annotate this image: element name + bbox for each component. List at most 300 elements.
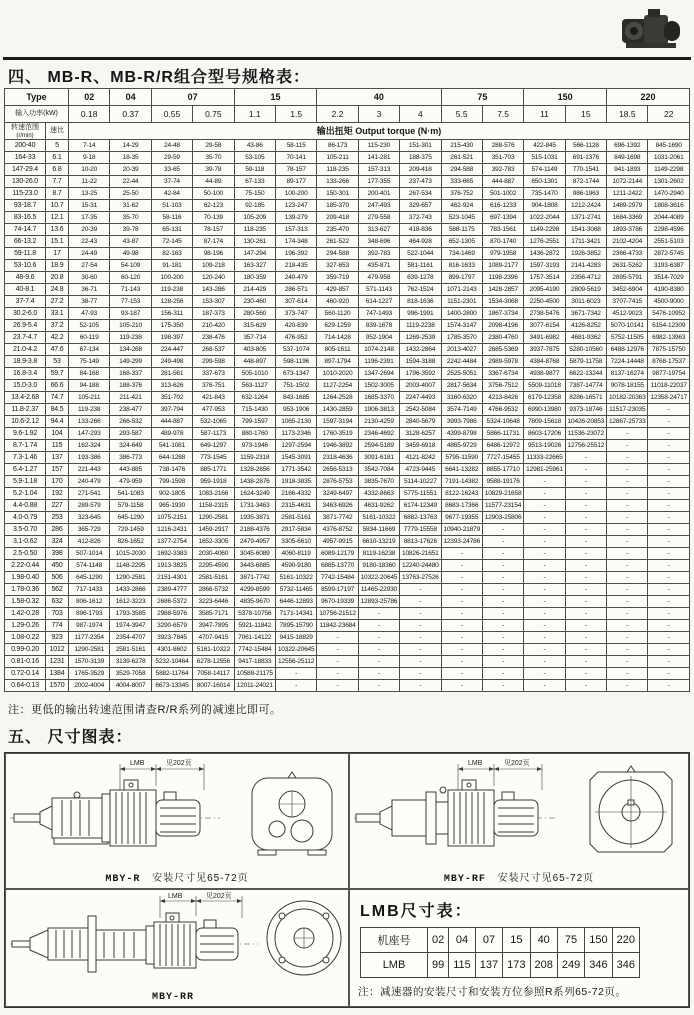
torque-cell: -	[565, 452, 606, 464]
mby-rr-drawing	[8, 892, 346, 988]
torque-cell: 826-1652	[110, 536, 151, 548]
torque-cell: 17-35	[69, 212, 110, 224]
torque-cell: 429-857	[317, 284, 358, 296]
torque-cell: 123-247	[275, 200, 316, 212]
torque-cell: 952-1904	[358, 332, 399, 344]
torque-cell: 7-14	[69, 140, 110, 152]
torque-cell: -	[400, 632, 441, 644]
torque-cell: 3305-6610	[275, 536, 316, 548]
torque-cell: 448-897	[234, 356, 275, 368]
torque-cell: 6278-12556	[193, 656, 234, 668]
speed-range-cell: 0.72-0.14	[5, 668, 46, 680]
torque-cell: -	[565, 644, 606, 656]
speed-range-cell: 37-7.4	[5, 296, 46, 308]
torque-cell: 51-103	[151, 200, 192, 212]
torque-cell: 2525-5051	[441, 368, 482, 380]
speed-range-cell: 23.7-4.7	[5, 332, 46, 344]
torque-cell: 185-370	[317, 200, 358, 212]
torque-cell: 2242-4484	[441, 356, 482, 368]
torque-cell: 10588-21175	[234, 668, 275, 680]
torque-cell: 4299-8599	[234, 584, 275, 596]
speed-range-cell: 40-8.1	[5, 284, 46, 296]
torque-cell: -	[400, 608, 441, 620]
torque-cell: 1347-2694	[358, 368, 399, 380]
torque-cell: 4126-8252	[565, 320, 606, 332]
ratio-cell: 59.7	[46, 368, 69, 380]
speed-range-cell: 2.5-0.50	[5, 548, 46, 560]
torque-cell: 22-43	[69, 236, 110, 248]
torque-cell: 5921-11842	[234, 620, 275, 632]
torque-cell: 1301-2602	[648, 176, 690, 188]
spec-row	[5, 524, 690, 536]
torque-cell: 149-299	[110, 356, 151, 368]
torque-cell: 5324-10648	[482, 416, 523, 428]
torque-cell: 11517-23035	[607, 404, 648, 416]
spec-row	[5, 548, 690, 560]
torque-cell: 899-1797	[441, 272, 482, 284]
ratio-cell: 84.5	[46, 404, 69, 416]
torque-cell: -	[565, 572, 606, 584]
torque-cell: 563-1127	[234, 380, 275, 392]
torque-cell: 18-35	[110, 152, 151, 164]
torque-cell: 10826-21651	[400, 548, 441, 560]
torque-cell: 3871-7742	[234, 572, 275, 584]
torque-cell: -	[441, 644, 482, 656]
torque-cell: 13-25	[69, 188, 110, 200]
torque-cell: -	[565, 560, 606, 572]
torque-cell: 560-1120	[317, 308, 358, 320]
torque-cell: 598-1196	[275, 356, 316, 368]
spec-row	[5, 452, 690, 464]
torque-cell: 130-261	[234, 236, 275, 248]
torque-cell: 1264-2528	[317, 392, 358, 404]
speed-range-cell: 74-14.7	[5, 224, 46, 236]
dim-label-lmb: LMB	[468, 760, 483, 767]
lmb-table-area	[349, 889, 689, 1007]
torque-cell: -	[524, 500, 565, 512]
torque-cell: 2098-4196	[482, 320, 523, 332]
torque-cell: -	[648, 488, 690, 500]
torque-cell: 315-629	[234, 320, 275, 332]
torque-cell: 29-58	[193, 140, 234, 152]
torque-cell: 10756-21512	[317, 608, 358, 620]
torque-cell: 294-588	[441, 164, 482, 176]
torque-cell: 1974-3947	[110, 620, 151, 632]
torque-cell: 4766-9532	[482, 404, 523, 416]
torque-cell: -	[607, 656, 648, 668]
torque-cell: 333-665	[441, 176, 482, 188]
torque-cell: 489-978	[151, 428, 192, 440]
torque-cell: 75-149	[69, 356, 110, 368]
torque-cell: -	[524, 572, 565, 584]
mby-rr-model-label: MBY-RR	[151, 992, 194, 1003]
torque-cell: 2594-5189	[358, 440, 399, 452]
torque-cell: -	[524, 512, 565, 524]
torque-cell: 1433-2866	[110, 584, 151, 596]
spec-row	[5, 476, 690, 488]
torque-cell: 9-18	[69, 152, 110, 164]
torque-cell: 6486-12972	[482, 440, 523, 452]
torque-cell: -	[648, 584, 690, 596]
torque-cell: -	[607, 584, 648, 596]
torque-cell: -	[482, 656, 523, 668]
torque-cell: 147-293	[69, 428, 110, 440]
dim-label-page: 见202页	[206, 893, 232, 900]
product-photo	[620, 5, 686, 55]
torque-cell: -	[524, 620, 565, 632]
torque-cell: -	[607, 668, 648, 680]
torque-cell: -	[565, 620, 606, 632]
power-cell: 4	[400, 106, 441, 123]
torque-cell: -	[648, 524, 690, 536]
torque-cell: 3923-7845	[151, 632, 192, 644]
mby-r-model-label: MBY-R	[105, 874, 141, 885]
torque-cell: -	[607, 572, 648, 584]
torque-cell: 313-626	[151, 380, 192, 392]
lmb-table	[360, 927, 640, 978]
torque-cell: 25-50	[110, 188, 151, 200]
torque-cell: -	[607, 644, 648, 656]
torque-cell: 4060-8119	[275, 548, 316, 560]
torque-cell: 2366-4733	[607, 248, 648, 260]
torque-cell: 7727-15455	[482, 452, 523, 464]
torque-cell: 91-181	[151, 260, 192, 272]
torque-cell: 2141-4283	[565, 260, 606, 272]
torque-cell: 2738-5476	[524, 308, 565, 320]
torque-cell: 70-141	[275, 152, 316, 164]
torque-cell: 581-1161	[400, 260, 441, 272]
torque-cell: 747-1493	[358, 308, 399, 320]
speed-range-cell: 3.5-0.70	[5, 524, 46, 536]
torque-cell: 2346-4692	[358, 428, 399, 440]
torque-cell: -	[648, 656, 690, 668]
spec-row	[5, 464, 690, 476]
torque-cell: 188-376	[110, 380, 151, 392]
torque-cell: 365-729	[69, 524, 110, 536]
torque-cell: 8599-17197	[317, 584, 358, 596]
spec-row	[5, 260, 690, 272]
torque-cell: 24-49	[69, 248, 110, 260]
torque-cell: -	[441, 620, 482, 632]
dim-label-lmb: LMB	[130, 760, 145, 767]
torque-cell: 163-327	[234, 260, 275, 272]
speed-range-cell: 5.2-1.04	[5, 488, 46, 500]
torque-cell: 435-871	[358, 260, 399, 272]
type-group-cell: 15	[234, 89, 317, 106]
torque-cell: 240-479	[275, 272, 316, 284]
torque-cell: -	[607, 560, 648, 572]
torque-cell: 1371-2741	[565, 212, 606, 224]
torque-cell: 2809-5619	[565, 284, 606, 296]
torque-cell: -	[648, 668, 690, 680]
torque-cell: 60-120	[110, 272, 151, 284]
torque-cell: 177-355	[358, 176, 399, 188]
speed-range-cell: 66-13.2	[5, 236, 46, 248]
torque-cell: 805-1611	[317, 344, 358, 356]
torque-cell: 9415-18829	[275, 632, 316, 644]
torque-cell: -	[607, 536, 648, 548]
spec-row	[5, 392, 690, 404]
torque-cell: 1074-2148	[358, 344, 399, 356]
ratio-cell: 17	[46, 248, 69, 260]
torque-cell: 6089-12179	[317, 548, 358, 560]
torque-cell: -	[524, 488, 565, 500]
type-group-cell: 07	[151, 89, 234, 106]
torque-cell: 2581-5161	[110, 644, 151, 656]
torque-cell: 1430-2859	[317, 404, 358, 416]
torque-cell: 1010-2020	[317, 368, 358, 380]
torque-cell: 2656-5313	[317, 464, 358, 476]
torque-cell: 280-560	[234, 308, 275, 320]
ratio-cell: 227	[46, 500, 69, 512]
ratio-cell: 923	[46, 632, 69, 644]
ratio-cell: 1231	[46, 656, 69, 668]
torque-cell: 421-843	[193, 392, 234, 404]
spec-row	[5, 188, 690, 200]
torque-cell: -	[317, 656, 358, 668]
torque-cell: 351-703	[482, 152, 523, 164]
power-cell: 1.5	[275, 106, 316, 123]
torque-cell: -	[648, 464, 690, 476]
torque-cell: 420-839	[275, 320, 316, 332]
torque-cell: -	[524, 536, 565, 548]
torque-cell: 221-443	[69, 464, 110, 476]
section5-title: 五、 尺寸图表：	[8, 729, 133, 746]
spec-row	[5, 644, 690, 656]
torque-cell: 1158-2315	[193, 500, 234, 512]
lmb-value-cell: 99	[428, 953, 449, 978]
torque-cell: -	[441, 548, 482, 560]
spec-row	[5, 560, 690, 572]
torque-cell: 11465-22930	[358, 584, 399, 596]
torque-cell: 2389-4777	[151, 584, 192, 596]
torque-cell: 1757-3514	[524, 272, 565, 284]
torque-cell: 1149-2298	[648, 164, 690, 176]
torque-cell: 60-119	[69, 332, 110, 344]
spec-row	[5, 488, 690, 500]
torque-cell: -	[565, 596, 606, 608]
torque-cell: 2247-4493	[400, 392, 441, 404]
dimension-panels	[4, 752, 690, 1008]
torque-cell: 13763-27526	[400, 572, 441, 584]
torque-cell: 238-476	[193, 332, 234, 344]
torque-cell: 1867-3734	[482, 308, 523, 320]
torque-cell: 2030-4060	[193, 548, 234, 560]
torque-cell: 541-1081	[151, 440, 192, 452]
torque-cell: 24-48	[151, 140, 192, 152]
power-cell: 11	[524, 106, 565, 123]
torque-cell: 180-359	[234, 272, 275, 284]
torque-cell: 953-1906	[275, 404, 316, 416]
torque-cell: -	[648, 536, 690, 548]
ratio-cell: 115	[46, 440, 69, 452]
mby-rf-model-label: MBY-RF	[443, 874, 486, 885]
torque-cell: 2866-5732	[193, 584, 234, 596]
torque-cell: 143-286	[193, 284, 234, 296]
torque-cell: 12867-25733	[607, 416, 648, 428]
torque-cell: 3835-7670	[358, 476, 399, 488]
torque-cell: -	[441, 572, 482, 584]
torque-cell: 59-118	[234, 164, 275, 176]
torque-cell: 632-1264	[234, 392, 275, 404]
torque-cell: 1597-3194	[317, 416, 358, 428]
torque-cell: 20-39	[69, 224, 110, 236]
torque-cell: 1015-2030	[110, 548, 151, 560]
torque-cell: 762-1524	[400, 284, 441, 296]
spec-row	[5, 512, 690, 524]
torque-cell: 14-29	[110, 140, 151, 152]
torque-cell: 3514-7029	[648, 272, 690, 284]
torque-cell: 1570-3139	[69, 656, 110, 668]
torque-cell: 105-211	[69, 392, 110, 404]
type-group-cell: 40	[317, 89, 441, 106]
torque-cell: 1071-2143	[441, 284, 482, 296]
torque-cell: -	[565, 680, 606, 692]
torque-cell: 4301-8602	[151, 644, 192, 656]
torque-cell: -	[482, 608, 523, 620]
torque-cell: 3128-6257	[400, 428, 441, 440]
section4-title: 四、 MB-R、MB-R/R组合型号规格表：	[8, 69, 310, 86]
torque-cell: 49-98	[110, 248, 151, 260]
torque-cell: 6610-13219	[358, 536, 399, 548]
torque-cell: 1290-2581	[193, 512, 234, 524]
ratio-cell: 33.1	[46, 308, 69, 320]
torque-cell: 150-301	[317, 188, 358, 200]
torque-cell: 3011-6023	[565, 296, 606, 308]
spec-row	[5, 176, 690, 188]
spec-row	[5, 236, 690, 248]
torque-cell: 11018-22037	[648, 380, 690, 392]
torque-cell: 3290-6579	[151, 620, 192, 632]
torque-cell: 4004-8007	[110, 680, 151, 692]
torque-cell: 7779-15558	[400, 524, 441, 536]
torque-cell: 1075-2151	[151, 512, 192, 524]
torque-cell: 8286-16571	[565, 392, 606, 404]
type-group-cell: 150	[524, 89, 607, 106]
torque-cell: 294-588	[317, 248, 358, 260]
torque-cell: -	[607, 680, 648, 692]
torque-cell: 293-587	[110, 428, 151, 440]
torque-cell: 8813-17626	[400, 536, 441, 548]
ratio-cell: 1384	[46, 668, 69, 680]
torque-cell: 77-153	[110, 296, 151, 308]
torque-cell: -	[565, 656, 606, 668]
torque-cell: 2003-4007	[400, 380, 441, 392]
torque-cell: 12358-24717	[648, 392, 690, 404]
torque-cell: -	[565, 632, 606, 644]
torque-cell: 1151-2301	[441, 296, 482, 308]
spec-row	[5, 368, 690, 380]
spec-row	[5, 404, 690, 416]
torque-cell: 139-279	[275, 212, 316, 224]
torque-cell: -	[441, 680, 482, 692]
torque-cell: 639-1278	[400, 272, 441, 284]
torque-cell: 174-348	[275, 236, 316, 248]
speed-range-cell: 21.0-4.2	[5, 344, 46, 356]
torque-cell: 11577-23154	[482, 500, 523, 512]
torque-cell: 1198-2396	[482, 272, 523, 284]
ratio-cell: 6.1	[46, 152, 69, 164]
torque-cell: -	[565, 524, 606, 536]
torque-cell: 39-78	[193, 164, 234, 176]
torque-cell: 418-836	[400, 224, 441, 236]
ratio-cell: 15.1	[46, 236, 69, 248]
torque-cell: 168-337	[110, 368, 151, 380]
type-group-cell: 04	[110, 89, 151, 106]
torque-cell: -	[317, 680, 358, 692]
torque-cell: 279-558	[358, 212, 399, 224]
torque-cell: 587-1173	[193, 428, 234, 440]
torque-cell: -	[565, 548, 606, 560]
torque-cell: 973-1946	[234, 440, 275, 452]
torque-cell: 6885-13770	[317, 560, 358, 572]
torque-cell: 9513-19026	[524, 440, 565, 452]
torque-cell: 1072-2144	[607, 176, 648, 188]
torque-cell: 897-1794	[317, 356, 358, 368]
spec-row	[5, 584, 690, 596]
torque-cell: 299-598	[193, 356, 234, 368]
torque-cell: 5232-10464	[151, 656, 192, 668]
torque-cell: 1089-2177	[482, 260, 523, 272]
torque-cell: 198-397	[151, 332, 192, 344]
speed-range-cell: 5.9-1.18	[5, 476, 46, 488]
torque-cell: 82-163	[151, 248, 192, 260]
speed-range-cell: 1.98-0.40	[5, 572, 46, 584]
torque-cell: 532-1065	[193, 416, 234, 428]
torque-cell: 115-230	[358, 140, 399, 152]
torque-cell: 10940-21879	[441, 524, 482, 536]
torque-cell: -	[400, 584, 441, 596]
torque-cell: 118-235	[234, 224, 275, 236]
torque-cell: 422-845	[524, 140, 565, 152]
torque-cell: 2354-4707	[110, 632, 151, 644]
torque-cell: 100-200	[151, 272, 192, 284]
torque-cell: 872-1744	[565, 176, 606, 188]
torque-cell: 10829-21658	[482, 488, 523, 500]
spec-row	[5, 284, 690, 296]
spec-row	[5, 332, 690, 344]
dim-label-lmb: LMB	[168, 893, 183, 900]
ratio-cell: 632	[46, 596, 69, 608]
torque-cell: -	[358, 656, 399, 668]
main-table	[4, 88, 690, 692]
torque-cell: 5070-10141	[607, 320, 648, 332]
torque-cell: 267-534	[400, 188, 441, 200]
torque-cell: 2685-5369	[482, 344, 523, 356]
torque-cell: -	[482, 632, 523, 644]
torque-cell: 2542-5084	[400, 404, 441, 416]
torque-cell: 2166-4332	[275, 488, 316, 500]
torque-cell: -	[648, 620, 690, 632]
spec-row	[5, 500, 690, 512]
speed-range-cell: 8.7-1.74	[5, 440, 46, 452]
torque-cell: -	[607, 476, 648, 488]
torque-cell: 235-470	[317, 224, 358, 236]
torque-cell: 9417-18833	[234, 656, 275, 668]
torque-cell: 4938-9877	[524, 368, 565, 380]
ratio-cell: 1012	[46, 644, 69, 656]
torque-cell: 288-576	[482, 140, 523, 152]
torque-cell: 238-477	[110, 404, 151, 416]
torque-cell: -	[607, 512, 648, 524]
torque-cell: -	[524, 644, 565, 656]
torque-cell: 806-1612	[69, 596, 110, 608]
torque-cell: 696-1392	[607, 140, 648, 152]
torque-cell: -	[607, 488, 648, 500]
torque-cell: 329-657	[400, 200, 441, 212]
torque-cell: 566-1128	[565, 140, 606, 152]
torque-cell: 479-958	[358, 272, 399, 284]
